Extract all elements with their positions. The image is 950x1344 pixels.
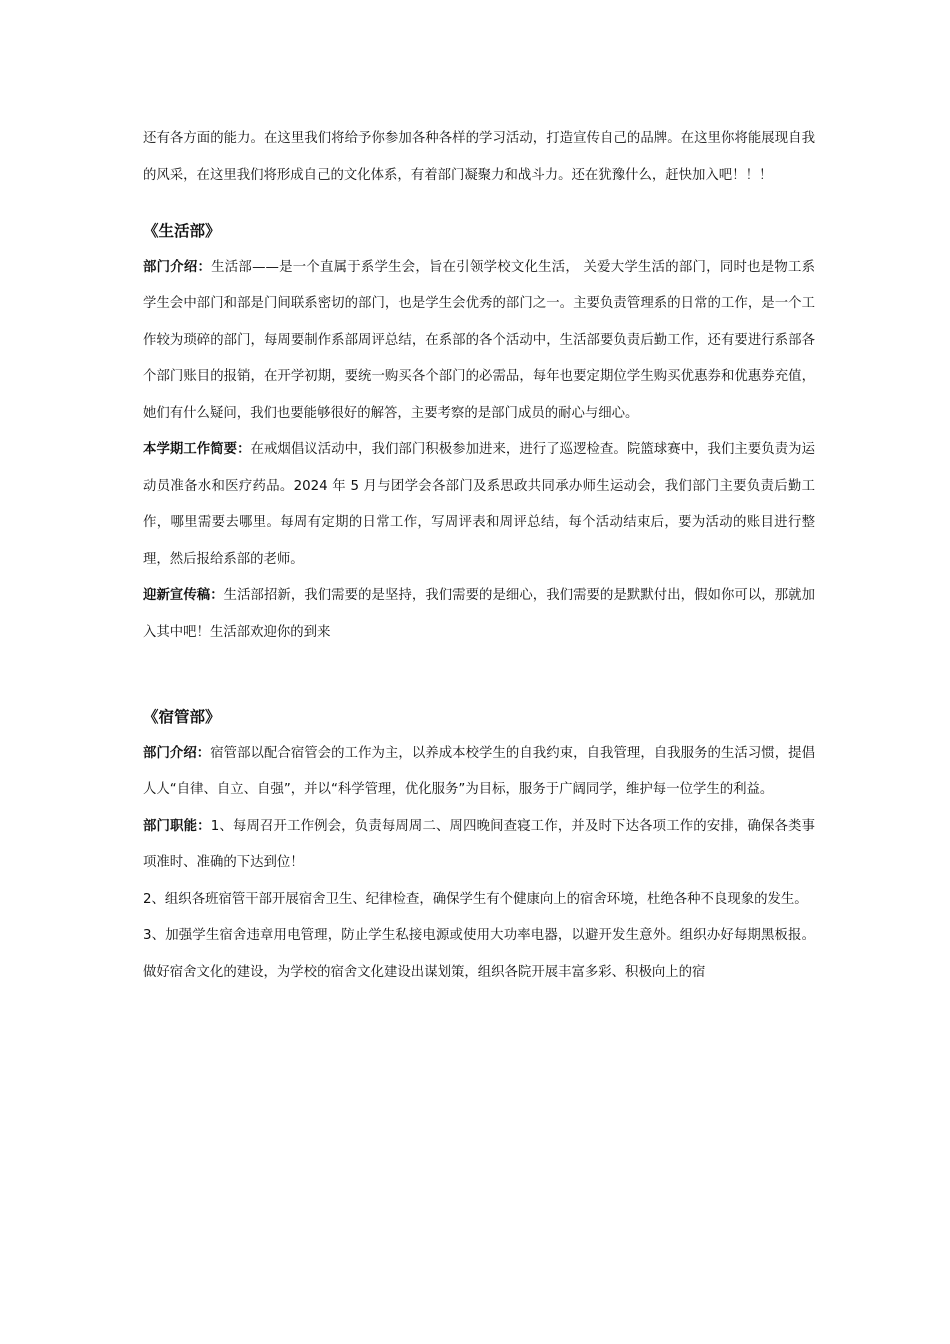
dorm-dept-intro-text: 宿管部以配合宿管会的工作为主，以养成本校学生的自我约束，自我管理，自我服务的生活习惯，提倡人人“自律、自立、自强”，并以“科学管理，优化服务”为目标，服务于广阔同学，维护每一位学生的利益。	[143, 745, 816, 797]
life-dept-recruit-label: 迎新宣传稿：	[143, 588, 224, 603]
dorm-dept-duty-1: 1、每周召开工作例会，负责每周周二、周四晚间查寝工作，并及时下达各项工作的安排，确保各类事项准时、准确的下达到位！	[143, 818, 815, 870]
life-dept-work-text: 在戒烟倡议活动中，我们部门积极参加进来，进行了巡逻检查。院篮球赛中，我们主要负责为运动员准备水和医疗药品。2024 年 5 月与团学会各部门及系思政共同承办师生运动会，我们部门主要负责后勤工作，哪里需要去哪里。每周有定期的日常工作，写周评表和周评总结，每个活动结束后，要为活动的账目进行整理，然后报给系部的老师。	[143, 442, 816, 567]
dorm-dept-duty-2: 2、组织各班宿管干部开展宿舍卫生、纪律检查，确保学生有个健康向上的宿舍环境，杜绝各种不良现象的发生。	[143, 891, 808, 907]
life-dept-work-paragraph	[143, 432, 815, 578]
dorm-dept-intro-paragraph	[143, 736, 815, 809]
life-dept-heading: 《生活部》	[143, 222, 221, 240]
life-dept-work-label: 本学期工作简要：	[143, 442, 251, 457]
dorm-dept-duty-3: 3、加强学生宿舍违章用电管理，防止学生私接电源或使用大功率电器，以避开发生意外。组织办好每期黑板报。做好宿舍文化的建设，为学校的宿舍文化建设出谋划策，组织各院开展丰富多彩、积极向上的宿	[143, 928, 815, 980]
life-dept-intro-text: 生活部——是一个直属于系学生会，旨在引领学校文化生活， 关爱大学生活的部门，同时也是物工系学生会中部门和部是门间联系密切的部门，也是学生会优秀的部门之一。主要负责管理系的日常的工作，是一个工作较为琐碎的部门，每周要制作系部周评总结，在系部的各个活动中，生活部要负责后勤工作，还有要进行系部各个部门账目的报销，在开学初期，要统一购买各个部门的必需品，每年也要定期位学生购买优惠券和优惠券充值，她们有什么疑问，我们也要能够很好的解答，主要考察的是部门成员的耐心与细心。	[143, 259, 815, 421]
intro-continuation: 还有各方面的能力。在这里我们将给予你参加各种各样的学习活动，打造宣传自己的品牌。在这里你将能展现自我的风采，在这里我们将形成自己的文化体系，有着部门凝聚力和战斗力。还在犹豫什么，赶快加入吧！！！	[143, 131, 815, 183]
dorm-dept-duty-label: 部门职能：	[143, 818, 211, 834]
dorm-dept-heading: 《宿管部》	[143, 708, 221, 726]
life-dept-intro-paragraph	[143, 250, 815, 433]
life-dept-intro-label: 部门介绍：	[143, 259, 212, 275]
life-dept-recruit-paragraph	[143, 578, 815, 651]
life-dept-recruit-text: 生活部招新，我们需要的是坚持，我们需要的是细心，我们需要的是默默付出，假如你可以，那就加入其中吧！生活部欢迎你的到来	[143, 588, 816, 640]
dorm-dept-duty-paragraph	[143, 809, 815, 882]
document-body	[143, 121, 815, 991]
dorm-dept-intro-label: 部门介绍：	[143, 745, 211, 761]
